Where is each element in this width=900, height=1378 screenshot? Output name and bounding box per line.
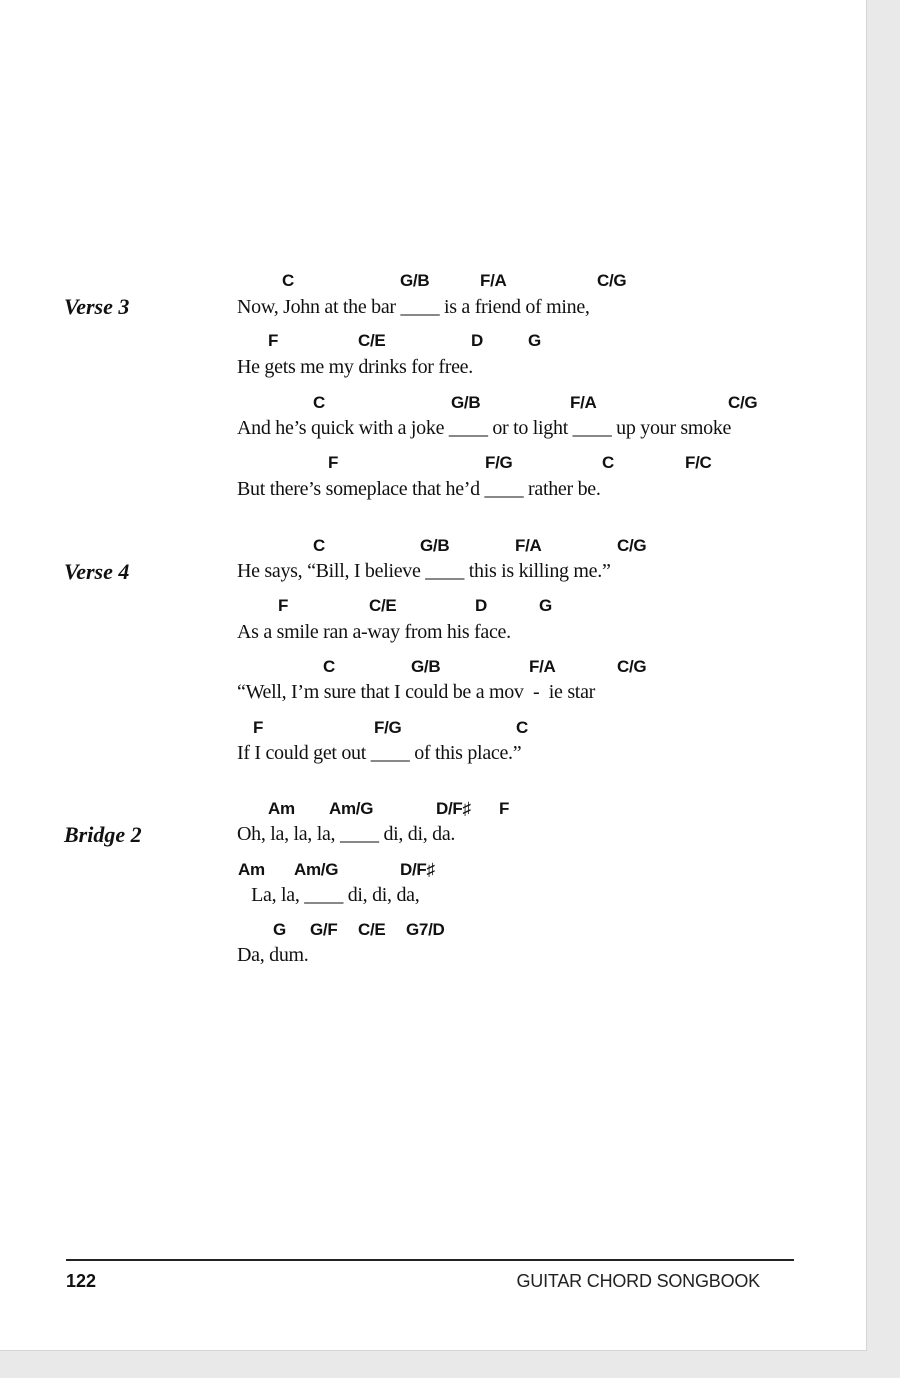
chord: C [602,453,614,472]
chord: G/B [400,271,430,290]
chord: F [253,718,264,737]
chord: G [539,596,552,615]
chord: Am [238,860,265,879]
chord: C/G [617,536,647,555]
section-label-bridge-2: Bridge 2 [64,822,142,847]
chord: F/C [685,453,712,472]
lyric-line: And he’s quick with a joke ____ or to light ____ up your smoke [237,417,732,439]
chord: C/G [728,393,758,412]
section-label-verse-4: Verse 4 [64,559,130,584]
chord: G/B [411,657,441,676]
chord: G [273,920,286,939]
book-title: GUITAR CHORD SONGBOOK [516,1271,760,1291]
chord: C/G [597,271,627,290]
chord: F/G [485,453,513,472]
chord: F [268,331,279,350]
chord: G/F [310,920,338,939]
chord: C [516,718,528,737]
lyric-line: He gets me my drinks for free. [237,356,473,378]
chord: D/F♯ [436,799,471,818]
lyric-line: “Well, I’m sure that I could be a mov - ie star [237,681,596,703]
chord: Am/G [294,860,339,879]
lyric-line: Da, dum. [237,944,309,966]
lyric-line: If I could get out ____ of this place.” [237,742,522,764]
chord: F/A [480,271,507,290]
chord: C/E [358,331,386,350]
chord: F [328,453,339,472]
chord: C [313,393,325,412]
lyric-line: Now, John at the bar ____ is a friend of mine, [237,296,590,318]
lyric-line: As a smile ran a-way from his face. [237,621,511,643]
chord: F [499,799,510,818]
chord: G [528,331,541,350]
chord: F/A [529,657,556,676]
section-label-verse-3: Verse 3 [64,294,130,319]
page-number: 122 [66,1271,97,1291]
chord: C/G [617,657,647,676]
chord: Am [268,799,295,818]
chord: D [475,596,487,615]
lyric-line: He says, “Bill, I believe ____ this is killing me.” [237,560,611,582]
chord: C [282,271,294,290]
lyric-line: La, la, ____ di, di, da, [237,884,420,906]
chord: G/B [451,393,481,412]
lyric-line: But there’s someplace that he’d ____ rather be. [237,478,601,500]
chord: F [278,596,289,615]
chord: C [323,657,335,676]
footer-rule [66,1259,794,1261]
chord: D/F♯ [400,860,435,879]
chord: G7/D [406,920,445,939]
chord: C/E [369,596,397,615]
chord: G/B [420,536,450,555]
chord: C/E [358,920,386,939]
chord: C [313,536,325,555]
chord: F/G [374,718,402,737]
lyric-line: Oh, la, la, la, ____ di, di, da. [237,823,456,845]
chord: D [471,331,483,350]
chord: F/A [515,536,542,555]
chord: Am/G [329,799,374,818]
chord: F/A [570,393,597,412]
